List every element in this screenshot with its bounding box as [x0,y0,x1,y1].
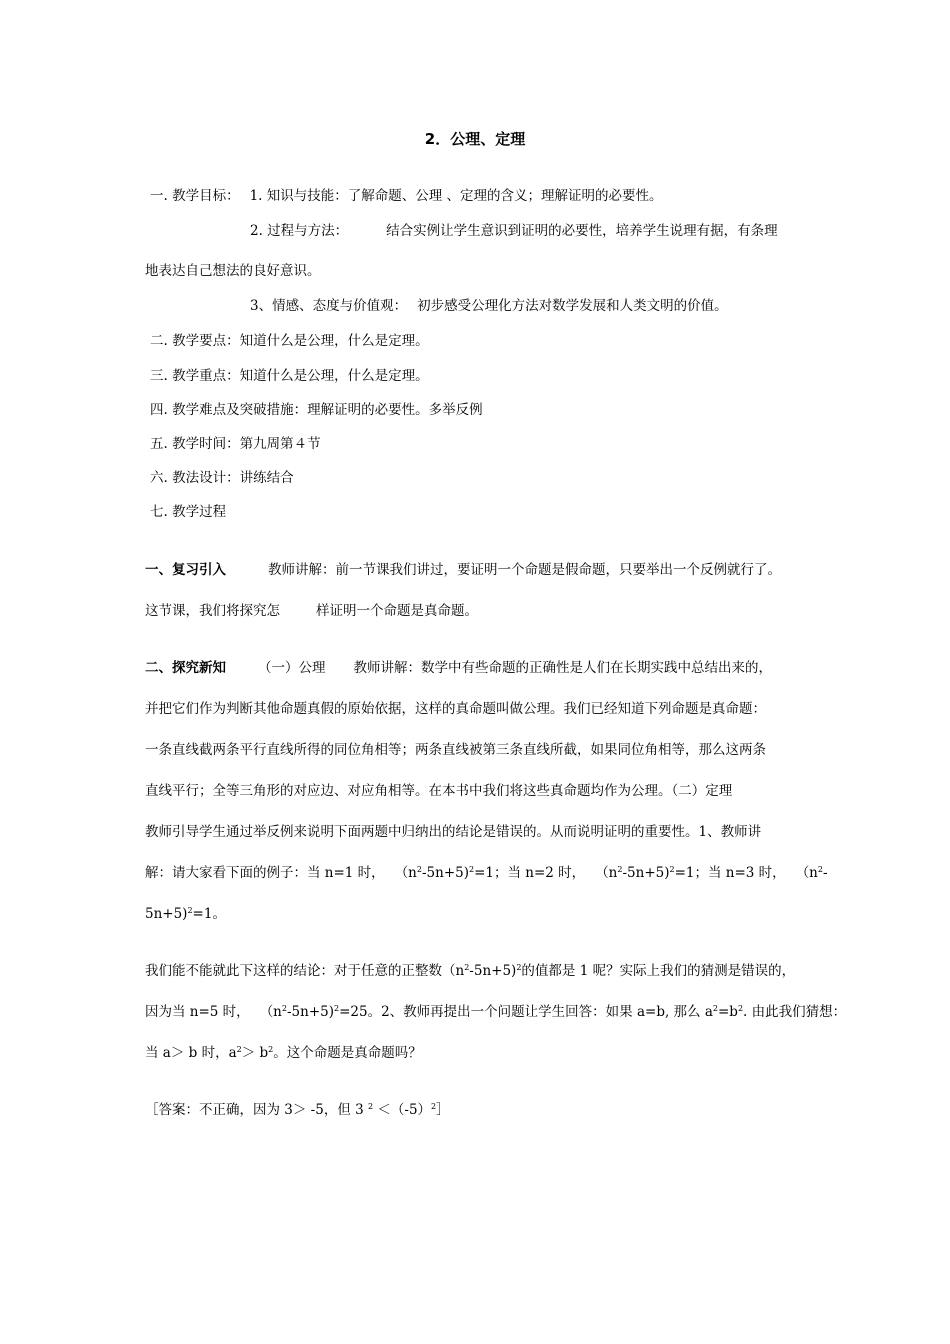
review-text-2a: 这节课，我们将探究怎 [145,603,280,619]
conclusion-text-3c: 。这个命题是真命题吗？ [273,1045,422,1061]
expr-2-result: =1；当 n=3 时， [674,865,786,881]
item-process: 七. 教学过程 [150,504,227,520]
superscript: 2 [187,906,193,915]
review-text-1: 教师讲解：前一节课我们讲过，要证明一个命题是假命题，只要举出一个反例就行了。 [268,562,781,578]
conclusion-text-2d: =25。2、教师再提出一个问题让学生回答：如果 a=b, 那么 a [339,1004,713,1020]
superscript: 2 [334,1004,340,1013]
item-time: 五. 教学时间：第九周第４节 [150,436,321,452]
item-difficulties: 四. 教学难点及突破措施：理解证明的必要性。多举反例 [150,402,483,418]
expr-2-open: （n [595,865,618,881]
superscript: 2 [416,865,422,874]
page-title: 2．公理、定理 [424,130,526,148]
conclusion-text-2c: -5n+5) [286,1004,334,1020]
item-teaching-points: 二. 教学要点：知道什么是公理，什么是定理。 [150,333,429,349]
expr-1-result: =1；当 n=2 时， [474,865,586,881]
conclusion-text-2b: （n [259,1004,282,1020]
answer-text-a: ［答案：不正确，因为 3＞ -5，但 3 [145,1102,368,1118]
example-intro: 解：请大家看下面的例子：当 n=1 时， [145,865,385,881]
review-line-2 [145,602,478,620]
conclusion-text-3b: ＞ b [241,1045,269,1061]
conclusion-text-1c: 的值都是 1 呢？实际上我们的猜测是错误的， [521,963,796,979]
conclusion-text-1b: -5n+5) [469,963,517,979]
conclusion-text-3a: 当 a＞ b 时，a [145,1045,237,1061]
explore-text-1: 教师讲解：数学中有些命题的正确性是人们在长期实践中总结出来的， [353,660,772,676]
superscript: 2 [236,1045,242,1054]
explore-line-1 [145,659,772,677]
conclusion-text-2f: . 由此我们猜想： [743,1004,847,1020]
explore-sub-axiom: （一）公理 [258,660,326,676]
goal-3-text: 初步感受公理化方法对数学发展和人类文明的价值。 [417,298,728,314]
answer-text-b: ＜（-5） [373,1102,432,1118]
expr-3-dash: - [822,865,828,881]
superscript: 2 [617,865,623,874]
goals-line-1 [150,187,663,205]
goal-1: 1. 知识与技能：了解命题、公理 、定理的含义；理解证明的必要性。 [249,188,663,204]
review-heading: 一、复习引入 [145,562,226,578]
explore-heading: 二、探究新知 [145,660,226,676]
goals-line-2 [250,222,778,240]
explore-line-2: 并把它们作为判断其他命题真假的原始依据，这样的真命题叫做公理。我们已经知道下列命题是真命题： [145,701,766,717]
superscript: 2 [431,1102,437,1111]
superscript: 2 [464,963,470,972]
conclusion-line-1 [145,962,795,980]
explore-line-6 [145,864,828,882]
superscript: 2 [516,963,522,972]
goals-line-3 [250,297,728,315]
review-text-2b: 样证明一个命题是真命题。 [316,603,478,619]
explore-line-7 [145,905,226,923]
explore-line-3: 一条直线截两条平行直线所得的同位角相等；两条直线被第三条直线所截，如果同位角相等，那么这两条 [145,742,766,758]
expr-3-result: =1。 [192,906,226,922]
superscript: 2 [469,865,475,874]
explore-line-4: 直线平行；全等三角形的对应边、对应角相等。在本书中我们将这些真命题均作为公理。（二）定理 [145,783,733,799]
goal-3-label: 3、情感、态度与价值观： [250,298,408,314]
goal-2-label: 2. 过程与方法： [250,223,349,239]
answer-line [145,1101,450,1119]
item-method: 六. 教法设计：讲练结合 [150,470,294,486]
review-line-1 [145,561,781,579]
answer-text-c: ］ [436,1102,450,1118]
conclusion-text-1a: 我们能不能就此下这样的结论：对于任意的正整数（n [145,963,465,979]
explore-line-5: 教师引导学生通过举反例来说明下面两题中归纳出的结论是错误的。从而说明证明的重要性。1、教师讲 [145,824,762,840]
goals-heading: 一. 教学目标： [150,188,240,204]
expr-1-body: -5n+5) [421,865,469,881]
expr-1-open: （n [394,865,417,881]
expr-3-body: 5n+5) [145,906,188,922]
superscript: 2 [281,1004,287,1013]
superscript: 2 [268,1045,274,1054]
conclusion-line-3 [145,1044,422,1062]
expr-2-body: -5n+5) [622,865,670,881]
superscript: 2 [669,865,675,874]
superscript: 2 [817,865,823,874]
superscript: 2 [712,1004,718,1013]
item-key-points: 三. 教学重点：知道什么是公理，什么是定理。 [150,368,429,384]
goal-2-continuation: 地表达自己想法的良好意识。 [145,263,321,279]
goal-2-text: 结合实例让学生意识到证明的必要性，培养学生说理有据，有条理 [386,223,778,239]
conclusion-line-2 [145,1003,846,1021]
conclusion-text-2a: 因为当 n=5 时， [145,1004,250,1020]
conclusion-text-2e: =b [717,1004,738,1020]
superscript: 2 [368,1102,374,1111]
superscript: 2 [737,1004,744,1013]
expr-3-open: （n [795,865,818,881]
